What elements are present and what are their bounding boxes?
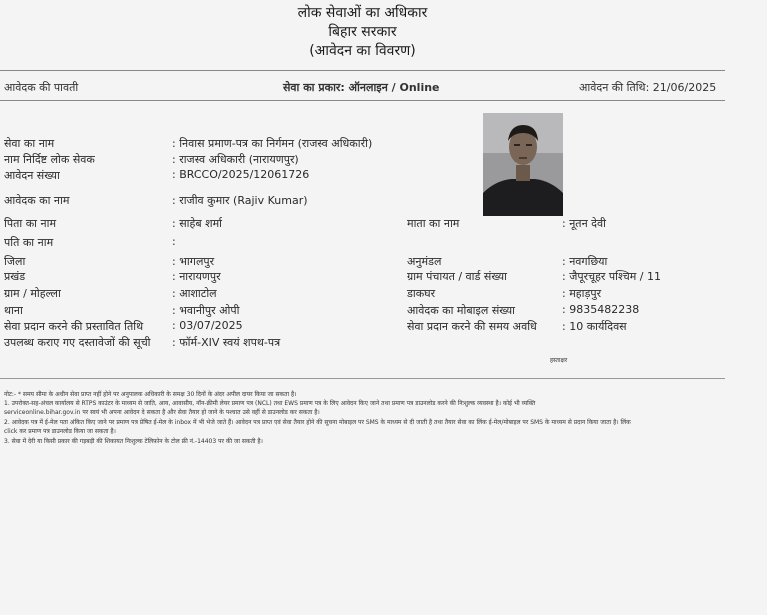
header-title-line2: बिहार सरकार (328, 24, 397, 40)
panchayat-ward-value: : जैपूरचूहर पश्चिम / 11 (562, 270, 661, 283)
public-servant-label: नाम निर्दिष्ट लोक सेवक (4, 153, 95, 166)
note-line: नोट:- * समय सीमा के अधीन सेवा प्राप्त नहीं होने पर अनुपालक अधिकारी के समक्ष 30 दिनों के अंदर अपील दायर किया जा सकता है। (4, 391, 297, 398)
father-name-value: : साहेब शर्मा (172, 217, 223, 230)
proposed-date-label: सेवा प्रदान करने की प्रस्तावित तिथि (4, 320, 144, 333)
applicant-name-label: आवेदक का नाम (4, 194, 70, 207)
subdivision-label: अनुमंडल (407, 255, 442, 268)
mother-name-value: : नूतन देवी (562, 217, 606, 230)
note-line: 1. उपरोक्त-सह-अंचल कार्यालय से RTPS काउंटर के माध्यम से जाति, आय, आवासीय, नॉन-क्रीमी लेयर प्रमाण पत्र (NCL) तथा EWS प्रमाण पत्र के लिए आवेदन किए जाने तथा प्रमाण पत्र डाउनलोड करने की निःशुल्क व्यवस्था है। कोई भी व्यक्ति (4, 400, 536, 407)
block-value: : नारायणपुर (172, 270, 221, 283)
service-duration-value: : 10 कार्यदिवस (562, 320, 627, 333)
service-name-value: : निवास प्रमाण-पत्र का निर्गमन (राजस्व अधिकारी) (172, 137, 373, 150)
note-line: serviceonline.bihar.gov.in पर स्वयं भी अपना आवेदन दे सकता है और सेवा तैयार हो जाने के पश्चात उसे वहीं से डाउनलोड कर सकता है। (4, 409, 320, 416)
note-line: 2. आवेदक पत्र में ई-मेल पता अंकित किए जाने पर प्रमाण पत्र प्रेषित ई-मेल के inbox में भी भेजे जाते हैं। आवेदन पत्र प्राप्त एवं सेवा तैयार होने की सूचना मोबाइल पर SMS के माध्यम से दी जाती है तथा तैयार सेवा का लिंक ई-मेल/मोबाइल पर SMS के माध्यम से प्रदान किया जाता है। लिंक (4, 419, 631, 426)
topbar-rule (0, 100, 725, 101)
header-title-line1: लोक सेवाओं का अधिकार (297, 5, 428, 21)
post-office-label: डाकघर (407, 287, 436, 300)
service-name-label: सेवा का नाम (4, 137, 55, 150)
block-label: प्रखंड (4, 270, 26, 283)
subdivision-value: : नवगछिया (562, 255, 608, 268)
note-line: click कर प्रमाण पत्र डाउनलोड किया जा सकता है। (4, 428, 116, 435)
mobile-label: आवेदक का मोबाइल संख्या (407, 304, 515, 317)
husband-name-label: पति का नाम (4, 236, 54, 249)
notes-rule (0, 378, 725, 379)
police-station-value: : भवानीपुर ओपी (172, 304, 240, 317)
district-label: जिला (4, 255, 26, 268)
applicant-photo-image (483, 113, 563, 216)
proposed-date-value: : 03/07/2025 (172, 319, 243, 332)
village-value: : आशाटोल (172, 287, 217, 300)
service-type: सेवा का प्रकार: ऑनलाइन / Online (283, 81, 440, 94)
post-office-value: : महाड़पुर (562, 287, 602, 300)
header-title-line3: (आवेदन का विवरण) (309, 43, 416, 59)
public-servant-value: : राजस्व अधिकारी (नारायणपुर) (172, 153, 299, 166)
mobile-value: : 9835482238 (562, 303, 640, 316)
application-number-value: : BRCCO/2025/12061726 (172, 168, 310, 181)
application-date: आवेदन की तिथि: 21/06/2025 (579, 81, 717, 94)
applicant-photo (483, 113, 563, 216)
header-rule (0, 70, 725, 71)
district-value: : भागलपुर (172, 255, 215, 268)
note-line: 3. सेवा में देरी या किसी प्रकार की गड़बड़ी की शिकायत निःशुल्क टेलिफ़ोन के टोल फ्री नं.-14403 पर की जा सकती है। (4, 438, 263, 445)
signature-label: हस्ताक्षर (550, 357, 568, 364)
applicant-name-value: : राजीव कुमार (Rajiv Kumar) (172, 194, 308, 207)
husband-name-value: : (172, 235, 176, 248)
application-number-label: आवेदन संख्या (4, 169, 60, 182)
documents-value: : फॉर्म-XIV स्वयं शपथ-पत्र (172, 336, 281, 349)
receipt-label: आवेदक की पावती (4, 81, 79, 94)
panchayat-ward-label: ग्राम पंचायत / वार्ड संख्या (407, 270, 508, 283)
service-duration-label: सेवा प्रदान करने की समय अवधि (407, 320, 537, 333)
village-label: ग्राम / मोहल्ला (4, 287, 61, 300)
father-name-label: पिता का नाम (4, 217, 57, 230)
documents-label: उपलब्ध कराए गए दस्तावेजों की सूची (4, 336, 151, 349)
mother-name-label: माता का नाम (407, 217, 460, 230)
police-station-label: थाना (4, 304, 23, 317)
